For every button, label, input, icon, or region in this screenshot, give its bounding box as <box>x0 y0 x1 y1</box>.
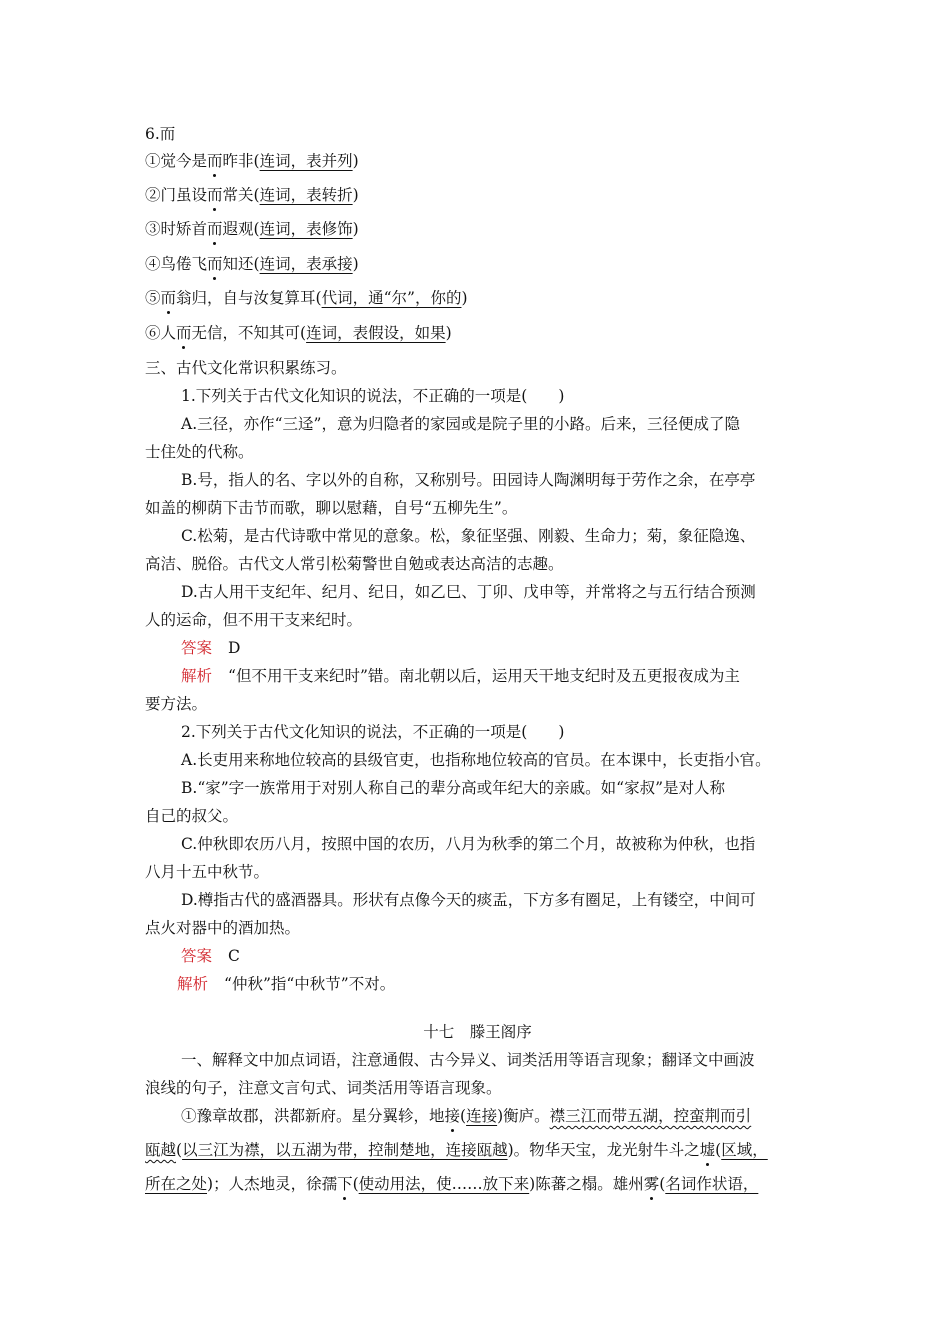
emphasis-dot-word: 而 <box>207 186 223 204</box>
er-item-2: ②门虽设而常关(连词，表转折) <box>145 186 359 204</box>
answer-label: 答案 <box>181 639 213 657</box>
er-heading: 6.而 <box>145 125 176 143</box>
answer-underlined: 以三江为襟，以五湖为带，控制楚地，连接瓯越 <box>182 1141 508 1159</box>
q1-answer <box>181 638 240 658</box>
passage-line-1: ①豫章故郡，洪都新府。星分翼轸，地接(连接)衡庐。襟三江而带五湖，控蛮荆而引 <box>181 1107 752 1125</box>
answer-underlined: 连词，表修饰 <box>259 220 353 238</box>
emphasis-dot-word: 而 <box>176 324 192 342</box>
answer-underlined: 所在之处 <box>145 1175 208 1193</box>
emphasis-dot-word: 而 <box>160 289 177 307</box>
er-item-5: ⑤而翁归，自与汝复算耳(代词，通“尔”，你的) <box>145 289 468 307</box>
wavy-underlined-sentence: 瓯越 <box>145 1141 177 1159</box>
emphasis-dot-word: 而 <box>207 152 223 170</box>
q2-option-b-cont: 自己的叔父。 <box>145 807 239 825</box>
q1-option-b: B.号，指人的名、字以外的自称，又称别号。田园诗人陶渊明每于劳作之余，在亭亭 <box>181 471 756 489</box>
er-item-1: ①觉今是而昨非(连词，表并列) <box>145 152 359 170</box>
q2-option-a: A.长吏用来称地位较高的县级官吏，也指称地位较高的官员。在本课中，长吏指小官。 <box>181 751 771 769</box>
emphasis-dot-word: 接 <box>444 1107 461 1125</box>
q2-option-b: B.“家”字一族常用于对别人称自己的辈分高或年纪大的亲戚。如“家叔”是对人称 <box>181 779 726 797</box>
passage-line-3: 所在之处)；人杰地灵，徐孺下(使动用法，使……放下来)陈蕃之榻。雄州雾(名词作状语， <box>145 1175 759 1193</box>
q2-option-d: D.樽指古代的盛酒器具。形状有点像今天的痰盂，下方多有圈足，上有镂空，中间可 <box>181 891 756 909</box>
q2-stem: 2.下列关于古代文化知识的说法，不正确的一项是( ) <box>181 723 565 741</box>
analysis-label: 解析 <box>181 667 213 685</box>
wavy-underlined-sentence: 襟三江而带五湖，控蛮荆而引 <box>549 1107 752 1125</box>
answer-underlined: 使动用法，使……放下来 <box>358 1175 530 1193</box>
answer-underlined: 区域， <box>721 1141 768 1159</box>
q1-option-a: A.三径，亦作“三迳”，意为归隐者的家园或是院子里的小路。后来，三径便成了隐 <box>181 415 740 433</box>
q1-option-c: C.松菊，是古代诗歌中常见的意象。松，象征坚强、刚毅、生命力；菊，象征隐逸、 <box>181 527 756 545</box>
lesson-title: 十七 滕王阁序 <box>423 1023 532 1041</box>
q2-option-c: C.仲秋即农历八月，按照中国的农历，八月为秋季的第二个月，故被称为仲秋，也指 <box>181 835 756 853</box>
q1-option-a-cont: 士住处的代称。 <box>145 443 254 461</box>
q1-analysis: 解析 “但不用干支来纪时”错。南北朝以后，运用天干地支纪时及五更报夜成为主 <box>181 667 740 685</box>
emphasis-dot-word: 墟 <box>699 1141 716 1159</box>
section3-title: 三、古代文化常识积累练习。 <box>145 359 347 377</box>
answer-underlined: 连接 <box>466 1107 498 1125</box>
lesson-intro: 一、解释文中加点词语，注意通假、古今异义、词类活用等语言现象；翻译文中画波 <box>181 1051 755 1069</box>
answer-underlined: 连词，表并列 <box>259 152 353 170</box>
analysis-label: 解析 <box>177 975 209 993</box>
q1-option-d: D.古人用干支纪年、纪月、纪日，如乙巳、丁卯、戊申等，并常将之与五行结合预测 <box>181 583 756 601</box>
answer-underlined: 代词，通“尔”，你的 <box>321 289 462 307</box>
answer-label: 答案 <box>181 947 213 965</box>
q2-analysis: 解析 “仲秋”指“中秋节”不对。 <box>177 975 396 993</box>
q1-option-c-cont: 高洁、脱俗。古代文人常引松菊警世自勉或表达高洁的志趣。 <box>145 555 564 573</box>
q1-option-b-cont: 如盖的柳荫下击节而歌，聊以慰藉，自号“五柳先生”。 <box>145 499 518 517</box>
q2-option-d-cont: 点火对器中的酒加热。 <box>145 919 301 937</box>
er-item-6: ⑥人而无信，不知其可(连词，表假设，如果) <box>145 324 452 342</box>
answer-underlined: 名词作状语， <box>665 1175 759 1193</box>
answer-underlined: 连词，表转折 <box>259 186 353 204</box>
lesson-intro-cont: 浪线的句子，注意文言句式、词类活用等语言现象。 <box>145 1079 502 1097</box>
q1-stem: 1.下列关于古代文化知识的说法，不正确的一项是( ) <box>181 387 565 405</box>
er-item-4: ④鸟倦飞而知还(连词，表承接) <box>145 255 359 273</box>
answer-underlined: 连词，表假设，如果 <box>306 324 446 342</box>
answer-value: C <box>228 947 240 965</box>
er-item-3: ③时矫首而遐观(连词，表修饰) <box>145 220 359 238</box>
emphasis-dot-word: 而 <box>207 255 223 273</box>
answer-value: D <box>228 639 241 657</box>
q1-analysis-cont: 要方法。 <box>145 695 208 713</box>
q1-option-d-cont: 人的运命，但不用干支来纪时。 <box>145 611 363 629</box>
answer-underlined: 连词，表承接 <box>259 255 353 273</box>
q2-answer <box>181 946 240 966</box>
emphasis-dot-word: 下 <box>337 1175 353 1193</box>
emphasis-dot-word: 雾 <box>643 1175 660 1193</box>
q2-option-c-cont: 八月十五中秋节。 <box>145 863 270 881</box>
passage-line-2: 瓯越(以三江为襟，以五湖为带，控制楚地，连接瓯越)。物华天宝，龙光射牛斗之墟(区域， <box>145 1141 768 1159</box>
emphasis-dot-word: 而 <box>207 220 223 238</box>
